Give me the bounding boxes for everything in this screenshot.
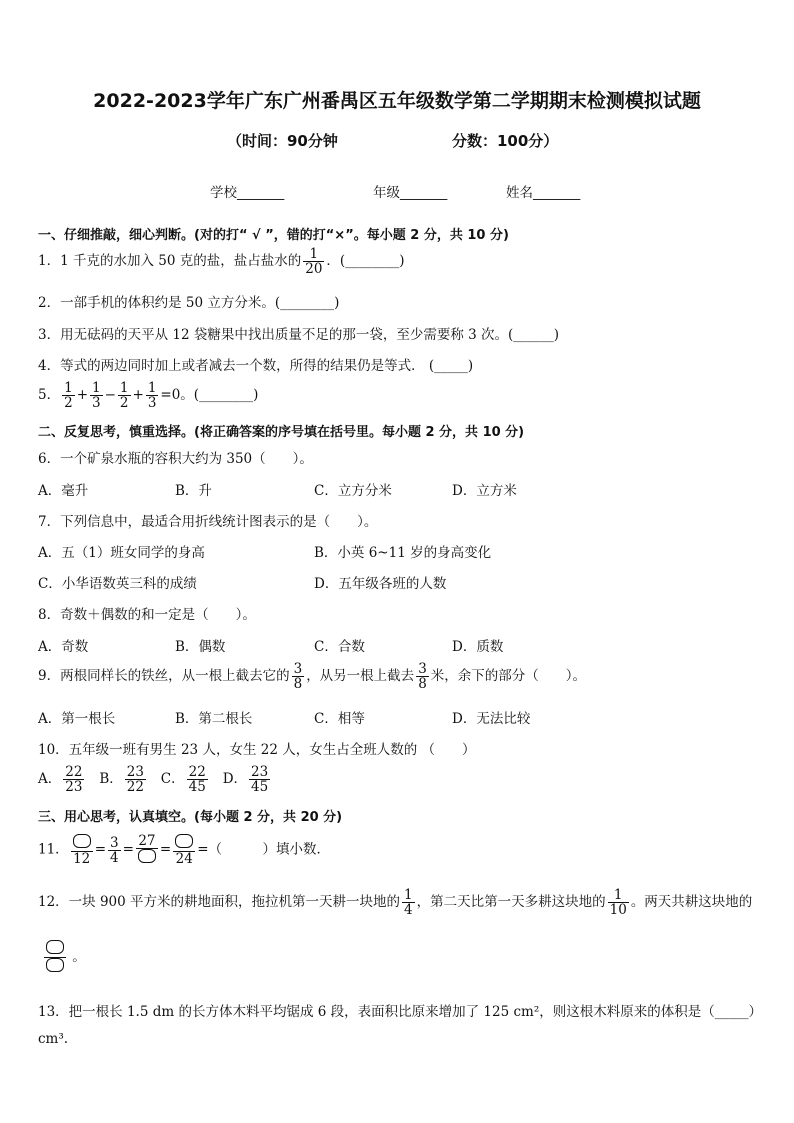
- question-6: 6．一个矿泉水瓶的容积大约为 350（ ）。: [38, 451, 313, 467]
- question-1: 1．1 千克的水加入 50 克的盐，盐占盐水的 $\frac{1}{20}$ ．(________): [38, 246, 405, 278]
- school-field: 学校_______: [210, 185, 285, 201]
- q8-option-a: A．奇数: [38, 639, 89, 655]
- name-field: 姓名_______: [506, 185, 581, 201]
- q10-options: A． $\frac{22}{23}$ B． $\frac{23}{22}$ C． $\frac{22}{45}$ D． $\frac{23}{45}$: [38, 764, 269, 796]
- question-7: 7．下列信息中，最适合用折线统计图表示的是（ ）。: [38, 514, 378, 530]
- q6-option-b: B．升: [175, 483, 212, 499]
- question-8: 8．奇数＋偶数的和一定是（ ）。: [38, 607, 256, 623]
- question-13: 13．把一根长 1.5 dm 的长方体木料平均锯成 6 段，表面积比原来增加了 125 cm²，则这根木料原来的体积是（_____）: [38, 1004, 763, 1020]
- section-3-heading: 三、用心思考，认真填空。(每小题 2 分，共 20 分): [38, 810, 343, 825]
- q6-option-a: A．毫升: [38, 483, 89, 499]
- q7-option-d: D．五年级各班的人数: [314, 576, 447, 592]
- q6-option-d: D．立方米: [452, 483, 517, 499]
- question-11: 11． 12 = $\frac{3}{4}$ = 27 = 24 =（ ）填小数．: [38, 833, 331, 868]
- q6-option-c: C．立方分米: [314, 483, 392, 499]
- question-9: 9．两根同样长的铁丝，从一根上截去它的 $\frac{3}{8}$ ，从另一根上截去 $\frac{3}{8}$ 米，余下的部分（ ）。: [38, 661, 587, 693]
- q9-option-a: A．第一根长: [38, 711, 116, 727]
- q7-option-b: B．小英 6~11 岁的身高变化: [314, 545, 492, 561]
- q8-option-d: D．质数: [452, 639, 504, 655]
- time-label: （时间：90分钟: [227, 132, 338, 150]
- grade-field: 年级_______: [373, 185, 448, 201]
- question-3: 3．用无砝码的天平从 12 袋糖果中找出质量不足的那一袋，至少需要称 3 次。(______): [38, 327, 560, 343]
- question-5: 5． $\frac{1}{2}$ + $\frac{1}{3}$ − $\frac{1}{2}$ + $\frac{1}{3}$ =0。(________): [38, 380, 259, 412]
- q8-option-b: B．偶数: [175, 639, 226, 655]
- question-2: 2．一部手机的体积约是 50 立方分米。(________): [38, 295, 340, 311]
- section-2-heading: 二、反复思考，慎重选择。(将正确答案的序号填在括号里。每小题 2 分，共 10 分): [38, 425, 525, 440]
- question-12: 12．一块 900 平方米的耕地面积，拖拉机第一天耕一块地的 $\frac{1}{4}$ ，第二天比第一天多耕这块地的 $\frac{1}{10}$ 。两天共耕这块地的: [38, 887, 753, 919]
- section-1-heading: 一、仔细推敲，细心判断。(对的打“ √ ”，错的打“×”。每小题 2 分，共 10 分): [38, 228, 509, 243]
- question-4: 4．等式的两边同时加上或者减去一个数，所得的结果仍是等式． (_____): [38, 358, 474, 374]
- page-title: 2022-2023学年广东广州番禺区五年级数学第二学期期末检测模拟试题: [93, 90, 701, 112]
- q9-option-c: C．相等: [314, 711, 365, 727]
- q8-option-c: C．合数: [314, 639, 365, 655]
- question-13-unit: cm³.: [38, 1031, 69, 1047]
- q7-option-a: A．五（1）班女同学的身高: [38, 545, 205, 561]
- q7-option-c: C．小华语数英三科的成绩: [38, 576, 197, 592]
- q12-answer: 。: [42, 940, 86, 975]
- score-label: 分数：100分）: [452, 132, 559, 150]
- question-10: 10．五年级一班有男生 23 人，女生 22 人，女生占全班人数的 （ ）: [38, 742, 476, 758]
- q9-option-d: D．无法比较: [452, 711, 531, 727]
- q9-option-b: B．第二根长: [175, 711, 253, 727]
